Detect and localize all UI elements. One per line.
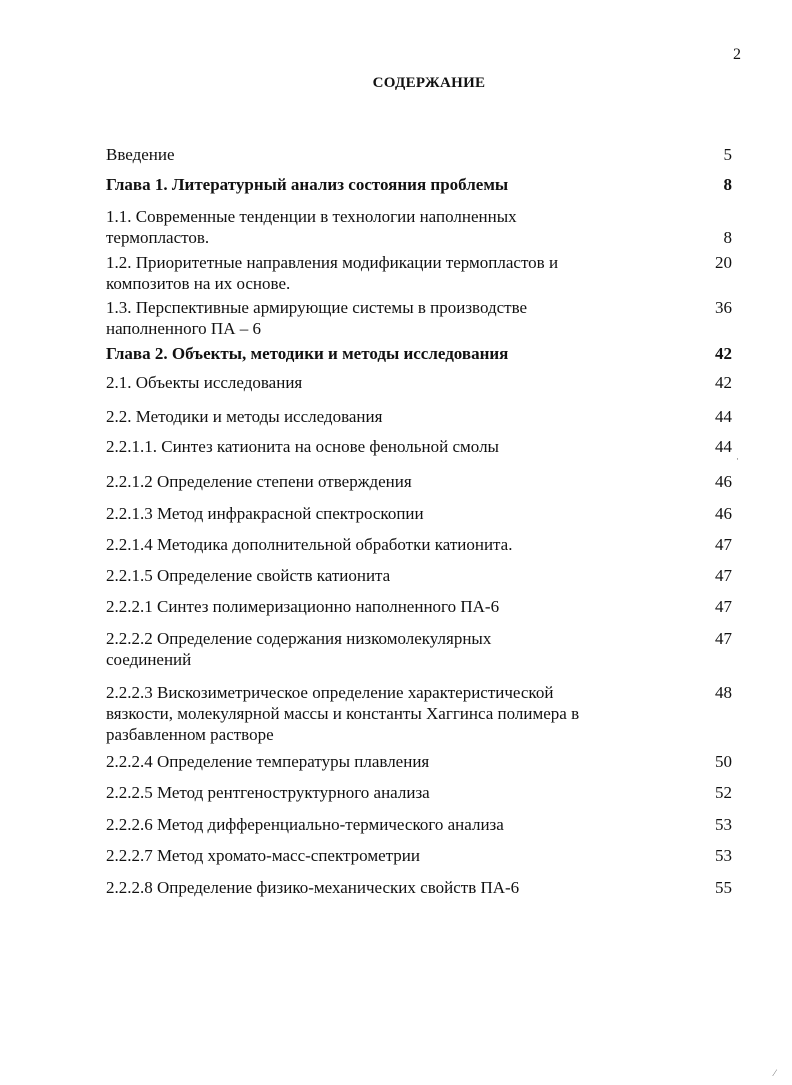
toc-entry-line: композитов на их основе. <box>106 274 291 293</box>
toc-entry-line: 1.1. Современные тенденции в технологии наполненных <box>106 207 517 226</box>
toc-entry-2-2-2-7 <box>106 845 736 866</box>
toc-entry-1-1 <box>106 206 736 248</box>
toc-entry-2-2 <box>106 406 736 427</box>
toc-entry-line: наполненного ПА – 6 <box>106 319 261 338</box>
toc-entry-text: 2.2.1.1. Синтез катионита на основе фенольной смолы <box>106 437 499 456</box>
scan-speck: · <box>736 454 739 464</box>
toc-entry-2-2-2-8 <box>106 877 736 898</box>
toc-entry-text: 2.2.1.2 Определение степени отверждения <box>106 472 412 491</box>
toc-entry-line: 1.2. Приоритетные направления модификации термопластов и <box>106 253 559 272</box>
toc-entry-page: 52 <box>715 783 732 802</box>
toc-entry-line: разбавленном растворе <box>106 725 274 744</box>
toc-entry-text: 2.2.2.7 Метод хромато-масс-спектрометрии <box>106 846 420 865</box>
toc-entry-2-2-2-5 <box>106 782 736 803</box>
toc-entry-text: 2.2.2.6 Метод дифференциально-термического анализа <box>106 815 504 834</box>
toc-entry-chapter-1 <box>106 174 736 195</box>
toc-entry-2-2-1-3 <box>106 503 736 524</box>
toc-entry-text: 2.2.2.1 Синтез полимеризационно наполненного ПА-6 <box>106 597 500 616</box>
toc-entry-text: 2.2.1.5 Определение свойств катионита <box>106 566 391 585</box>
toc-entry-line: 2.2.2.3 Вискозиметрическое определение характеристической <box>106 683 554 702</box>
toc-entry-page: 36 <box>715 298 732 317</box>
toc-entry-page: 46 <box>715 504 732 523</box>
page-title: СОДЕРЖАНИЕ <box>372 75 486 91</box>
toc-entry-page: 20 <box>715 253 732 272</box>
toc-entry-page: 42 <box>715 373 732 392</box>
toc-entry-page: 53 <box>715 846 732 865</box>
toc-entry-2-2-2-3 <box>106 682 736 745</box>
toc-entry-text: 2.2.1.3 Метод инфракрасной спектроскопии <box>106 504 424 523</box>
toc-entry-page: 53 <box>715 815 732 834</box>
toc-entry-line: термопластов. <box>106 228 210 247</box>
toc-entry-line: соединений <box>106 650 192 669</box>
toc-entry-page: 47 <box>715 597 732 616</box>
toc-entry-1-3 <box>106 297 736 339</box>
toc-entry-2-2-1-4 <box>106 534 736 555</box>
toc-entry-2-2-2-2 <box>106 628 736 670</box>
toc-entry-page: 46 <box>715 472 732 491</box>
toc-entry-page: 42 <box>715 344 732 363</box>
toc-entry-page: 8 <box>723 228 732 247</box>
toc-entry-text: Введение <box>106 145 175 164</box>
toc-entry-text: 2.2.1.4 Методика дополнительной обработки катионита. <box>106 535 513 554</box>
scan-speck: ⁄ <box>774 1068 776 1078</box>
toc-entry-2-2-1-1 <box>106 436 736 457</box>
toc-entry-1-2 <box>106 252 736 294</box>
toc-entry-2-1 <box>106 372 736 393</box>
toc-entry-page: 5 <box>723 145 732 164</box>
toc-entry-2-2-2-6 <box>106 814 736 835</box>
toc-entry-text: 2.2.2.5 Метод рентгеноструктурного анализа <box>106 783 430 802</box>
toc-entry-text: 2.2.2.4 Определение температуры плавления <box>106 752 430 771</box>
toc-entry-page: 8 <box>723 175 732 194</box>
page-number: 2 <box>733 46 741 63</box>
toc-entry-2-2-1-5 <box>106 565 736 586</box>
toc-entry-2-2-1-2 <box>106 471 736 492</box>
toc-entry-text: 2.1. Объекты исследования <box>106 373 303 392</box>
toc-entry-page: 44 <box>715 437 732 456</box>
toc-entry-line: вязкости, молекулярной массы и константы Хаггинса полимера в <box>106 704 580 723</box>
toc-entry-page: 47 <box>715 629 732 648</box>
toc-entry-line: 1.3. Перспективные армирующие системы в производстве <box>106 298 528 317</box>
toc-entry-page: 48 <box>715 683 732 702</box>
toc-entry-page: 55 <box>715 878 732 897</box>
toc-entry-text: 2.2.2.8 Определение физико-механических свойств ПА-6 <box>106 878 520 897</box>
toc-entry-line: 2.2.2.2 Определение содержания низкомолекулярных <box>106 629 492 648</box>
toc-entry-page: 47 <box>715 566 732 585</box>
toc-entry-page: 50 <box>715 752 732 771</box>
toc-entry-text: Глава 1. Литературный анализ состояния проблемы <box>106 175 509 194</box>
toc-entry-page: 47 <box>715 535 732 554</box>
toc-entry-text: Глава 2. Объекты, методики и методы исследования <box>106 344 509 363</box>
toc-entry-introduction <box>106 144 736 165</box>
toc-entry-chapter-2 <box>106 343 736 364</box>
toc-entry-page: 44 <box>715 407 732 426</box>
toc-entry-text: 2.2. Методики и методы исследования <box>106 407 383 426</box>
toc-entry-2-2-2-4 <box>106 751 736 772</box>
toc-entry-2-2-2-1 <box>106 596 736 617</box>
